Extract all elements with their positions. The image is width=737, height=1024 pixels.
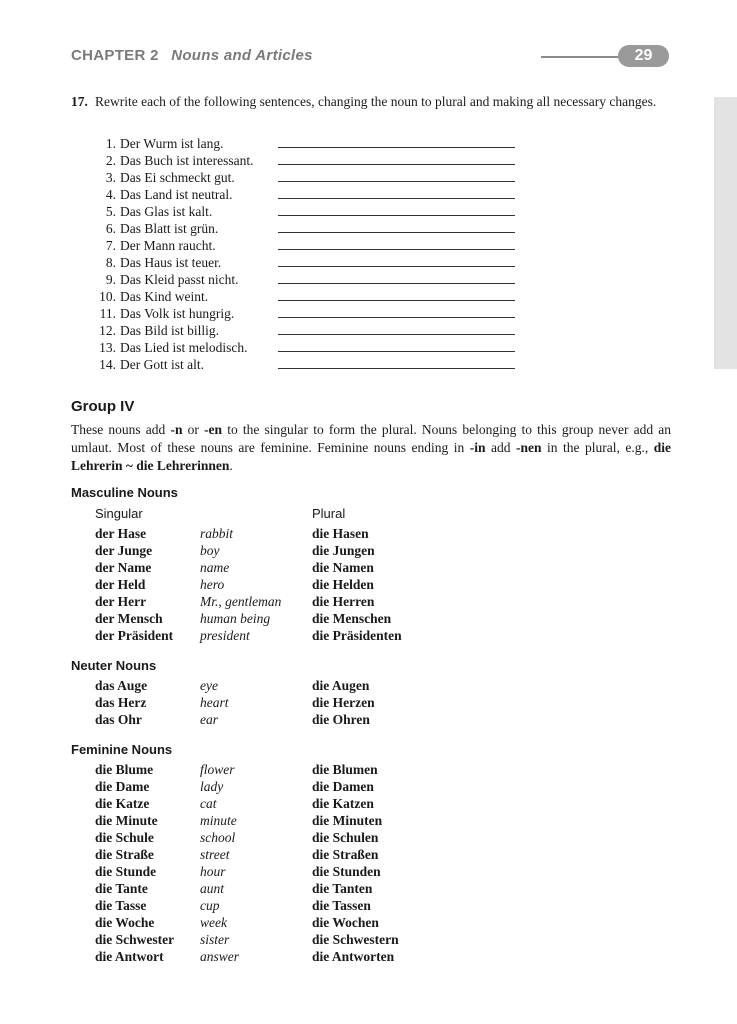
running-header bbox=[71, 47, 313, 64]
item-sentence: Das Haus ist teuer. bbox=[120, 255, 222, 270]
exercise-item bbox=[92, 288, 209, 305]
desc-bold: die Lehrerin ~ die Lehrerinnen bbox=[71, 440, 671, 473]
exercise-item bbox=[92, 271, 239, 288]
item-number: 2. bbox=[105, 153, 116, 168]
english-gloss: street bbox=[200, 847, 230, 862]
answer-line[interactable] bbox=[278, 232, 515, 233]
item-number: 8. bbox=[105, 255, 116, 270]
desc-bold: -nen bbox=[515, 440, 542, 455]
item-sentence: Das Kleid passt nicht. bbox=[120, 272, 239, 287]
answer-line[interactable] bbox=[278, 181, 515, 182]
singular-form: das Auge bbox=[95, 678, 148, 693]
exercise-item bbox=[92, 305, 235, 322]
singular-form: der Name bbox=[95, 560, 152, 575]
plural-form: die Präsidenten bbox=[312, 628, 402, 643]
plural-form: die Schwestern bbox=[312, 932, 399, 947]
desc-bold: -n bbox=[170, 422, 183, 437]
answer-line[interactable] bbox=[278, 266, 515, 267]
item-sentence: Der Mann raucht. bbox=[120, 238, 216, 253]
exercise-17 bbox=[71, 93, 671, 110]
exercise-item bbox=[92, 169, 235, 186]
singular-form: der Held bbox=[95, 577, 146, 592]
singular-form: die Tante bbox=[95, 881, 148, 896]
item-number: 9. bbox=[105, 272, 116, 287]
item-sentence: Das Ei schmeckt gut. bbox=[120, 170, 235, 185]
english-gloss: rabbit bbox=[200, 526, 234, 541]
singular-form: der Junge bbox=[95, 543, 153, 558]
exercise-item bbox=[92, 135, 224, 152]
english-gloss: president bbox=[200, 628, 250, 643]
chapter-label: CHAPTER 2 bbox=[71, 47, 159, 64]
header-rule bbox=[541, 56, 621, 58]
answer-line[interactable] bbox=[278, 334, 515, 335]
singular-form: die Minute bbox=[95, 813, 158, 828]
plural-form: die Schulen bbox=[312, 830, 379, 845]
item-number: 10. bbox=[99, 289, 116, 304]
singular-form: der Herr bbox=[95, 594, 147, 609]
english-gloss: heart bbox=[200, 695, 229, 710]
singular-form: die Stunde bbox=[95, 864, 157, 879]
item-number: 3. bbox=[105, 170, 116, 185]
plural-form: die Stunden bbox=[312, 864, 381, 879]
desc-text: These nouns add bbox=[71, 422, 171, 437]
answer-line[interactable] bbox=[278, 368, 515, 369]
plural-form: die Augen bbox=[312, 678, 370, 693]
feminine-nouns-heading: Feminine Nouns bbox=[71, 742, 173, 757]
singular-form: die Antwort bbox=[95, 949, 164, 964]
plural-form: die Hasen bbox=[312, 526, 369, 541]
english-gloss: Mr., gentleman bbox=[200, 594, 282, 609]
english-gloss: eye bbox=[200, 678, 218, 693]
item-number: 4. bbox=[105, 187, 116, 202]
exercise-item bbox=[92, 186, 233, 203]
item-sentence: Das Buch ist interessant. bbox=[120, 153, 254, 168]
singular-form: die Straße bbox=[95, 847, 154, 862]
answer-line[interactable] bbox=[278, 198, 515, 199]
item-sentence: Das Bild ist billig. bbox=[120, 323, 220, 338]
english-gloss: hero bbox=[200, 577, 225, 592]
plural-column-header: Plural bbox=[312, 506, 346, 521]
exercise-item bbox=[92, 237, 216, 254]
singular-form: der Mensch bbox=[95, 611, 163, 626]
masculine-nouns-heading: Masculine Nouns bbox=[71, 485, 178, 500]
singular-form: die Tasse bbox=[95, 898, 147, 913]
exercise-item bbox=[92, 356, 204, 373]
singular-form: das Ohr bbox=[95, 712, 142, 727]
exercise-number: 17. bbox=[71, 94, 88, 109]
exercise-instruction: Rewrite each of the following sentences, changing the noun to plural and making all necessary changes. bbox=[95, 94, 657, 109]
plural-form: die Katzen bbox=[312, 796, 374, 811]
item-number: 11. bbox=[99, 306, 116, 321]
plural-form: die Herren bbox=[312, 594, 375, 609]
english-gloss: flower bbox=[200, 762, 235, 777]
item-number: 6. bbox=[105, 221, 116, 236]
exercise-item bbox=[92, 220, 219, 237]
item-number: 14. bbox=[99, 357, 116, 372]
item-number: 12. bbox=[99, 323, 116, 338]
singular-form: die Schwester bbox=[95, 932, 175, 947]
answer-line[interactable] bbox=[278, 317, 515, 318]
desc-text: in the plural, e.g., bbox=[541, 440, 654, 455]
english-gloss: name bbox=[200, 560, 230, 575]
group-description bbox=[71, 421, 671, 475]
singular-column-header: Singular bbox=[95, 506, 143, 521]
neuter-nouns-heading: Neuter Nouns bbox=[71, 658, 157, 673]
item-number: 7. bbox=[105, 238, 116, 253]
desc-bold: -en bbox=[204, 422, 223, 437]
item-sentence: Der Gott ist alt. bbox=[120, 357, 204, 372]
plural-form: die Blumen bbox=[312, 762, 378, 777]
plural-form: die Helden bbox=[312, 577, 374, 592]
singular-form: die Dame bbox=[95, 779, 150, 794]
singular-form: die Woche bbox=[95, 915, 155, 930]
answer-line[interactable] bbox=[278, 147, 515, 148]
item-sentence: Das Glas ist kalt. bbox=[120, 204, 213, 219]
english-gloss: answer bbox=[200, 949, 240, 964]
desc-text: or bbox=[182, 422, 205, 437]
english-gloss: boy bbox=[200, 543, 220, 558]
plural-form: die Menschen bbox=[312, 611, 392, 626]
english-gloss: cat bbox=[200, 796, 217, 811]
page-number: 29 bbox=[618, 45, 669, 67]
plural-form: die Damen bbox=[312, 779, 374, 794]
english-gloss: minute bbox=[200, 813, 237, 828]
singular-form: die Katze bbox=[95, 796, 150, 811]
plural-form: die Wochen bbox=[312, 915, 379, 930]
english-gloss: lady bbox=[200, 779, 224, 794]
item-sentence: Der Wurm ist lang. bbox=[120, 136, 224, 151]
desc-bold: -in bbox=[469, 440, 486, 455]
item-sentence: Das Blatt ist grün. bbox=[120, 221, 219, 236]
english-gloss: sister bbox=[200, 932, 230, 947]
plural-form: die Ohren bbox=[312, 712, 370, 727]
desc-text: to the singular to form the plural. Nouns belonging to this group never add an umlaut. Most of these nouns are feminine. Feminine nouns ending in bbox=[71, 422, 672, 455]
section-title: Group IV bbox=[71, 398, 135, 415]
desc-text: add bbox=[485, 440, 516, 455]
singular-form: die Blume bbox=[95, 762, 154, 777]
item-number: 13. bbox=[99, 340, 116, 355]
english-gloss: school bbox=[200, 830, 236, 845]
exercise-item bbox=[92, 152, 254, 169]
exercise-item bbox=[92, 203, 213, 220]
plural-form: die Namen bbox=[312, 560, 374, 575]
english-gloss: week bbox=[200, 915, 227, 930]
answer-line[interactable] bbox=[278, 215, 515, 216]
plural-form: die Antworten bbox=[312, 949, 395, 964]
singular-form: der Präsident bbox=[95, 628, 174, 643]
item-number: 1. bbox=[105, 136, 116, 151]
english-gloss: hour bbox=[200, 864, 226, 879]
plural-form: die Minuten bbox=[312, 813, 383, 828]
plural-form: die Straßen bbox=[312, 847, 379, 862]
item-number: 5. bbox=[105, 204, 116, 219]
chapter-title: Nouns and Articles bbox=[171, 47, 313, 64]
english-gloss: aunt bbox=[200, 881, 225, 896]
exercise-sentences bbox=[92, 135, 254, 373]
plural-form: die Tassen bbox=[312, 898, 371, 913]
singular-form: das Herz bbox=[95, 695, 147, 710]
exercise-item bbox=[92, 322, 220, 339]
plural-form: die Jungen bbox=[312, 543, 375, 558]
side-thumb-tab bbox=[714, 97, 737, 369]
english-gloss: ear bbox=[200, 712, 218, 727]
item-sentence: Das Kind weint. bbox=[120, 289, 209, 304]
item-sentence: Das Land ist neutral. bbox=[120, 187, 233, 202]
answer-line[interactable] bbox=[278, 249, 515, 250]
singular-form: der Hase bbox=[95, 526, 147, 541]
singular-form: die Schule bbox=[95, 830, 154, 845]
plural-form: die Tanten bbox=[312, 881, 373, 896]
answer-line[interactable] bbox=[278, 300, 515, 301]
answer-line[interactable] bbox=[278, 283, 515, 284]
item-sentence: Das Lied ist melodisch. bbox=[120, 340, 248, 355]
exercise-item bbox=[92, 254, 222, 271]
answer-line[interactable] bbox=[278, 164, 515, 165]
english-gloss: human being bbox=[200, 611, 271, 626]
item-sentence: Das Volk ist hungrig. bbox=[120, 306, 235, 321]
english-gloss: cup bbox=[200, 898, 220, 913]
plural-form: die Herzen bbox=[312, 695, 375, 710]
answer-line[interactable] bbox=[278, 351, 515, 352]
desc-text: . bbox=[229, 458, 233, 473]
exercise-item bbox=[92, 339, 248, 356]
